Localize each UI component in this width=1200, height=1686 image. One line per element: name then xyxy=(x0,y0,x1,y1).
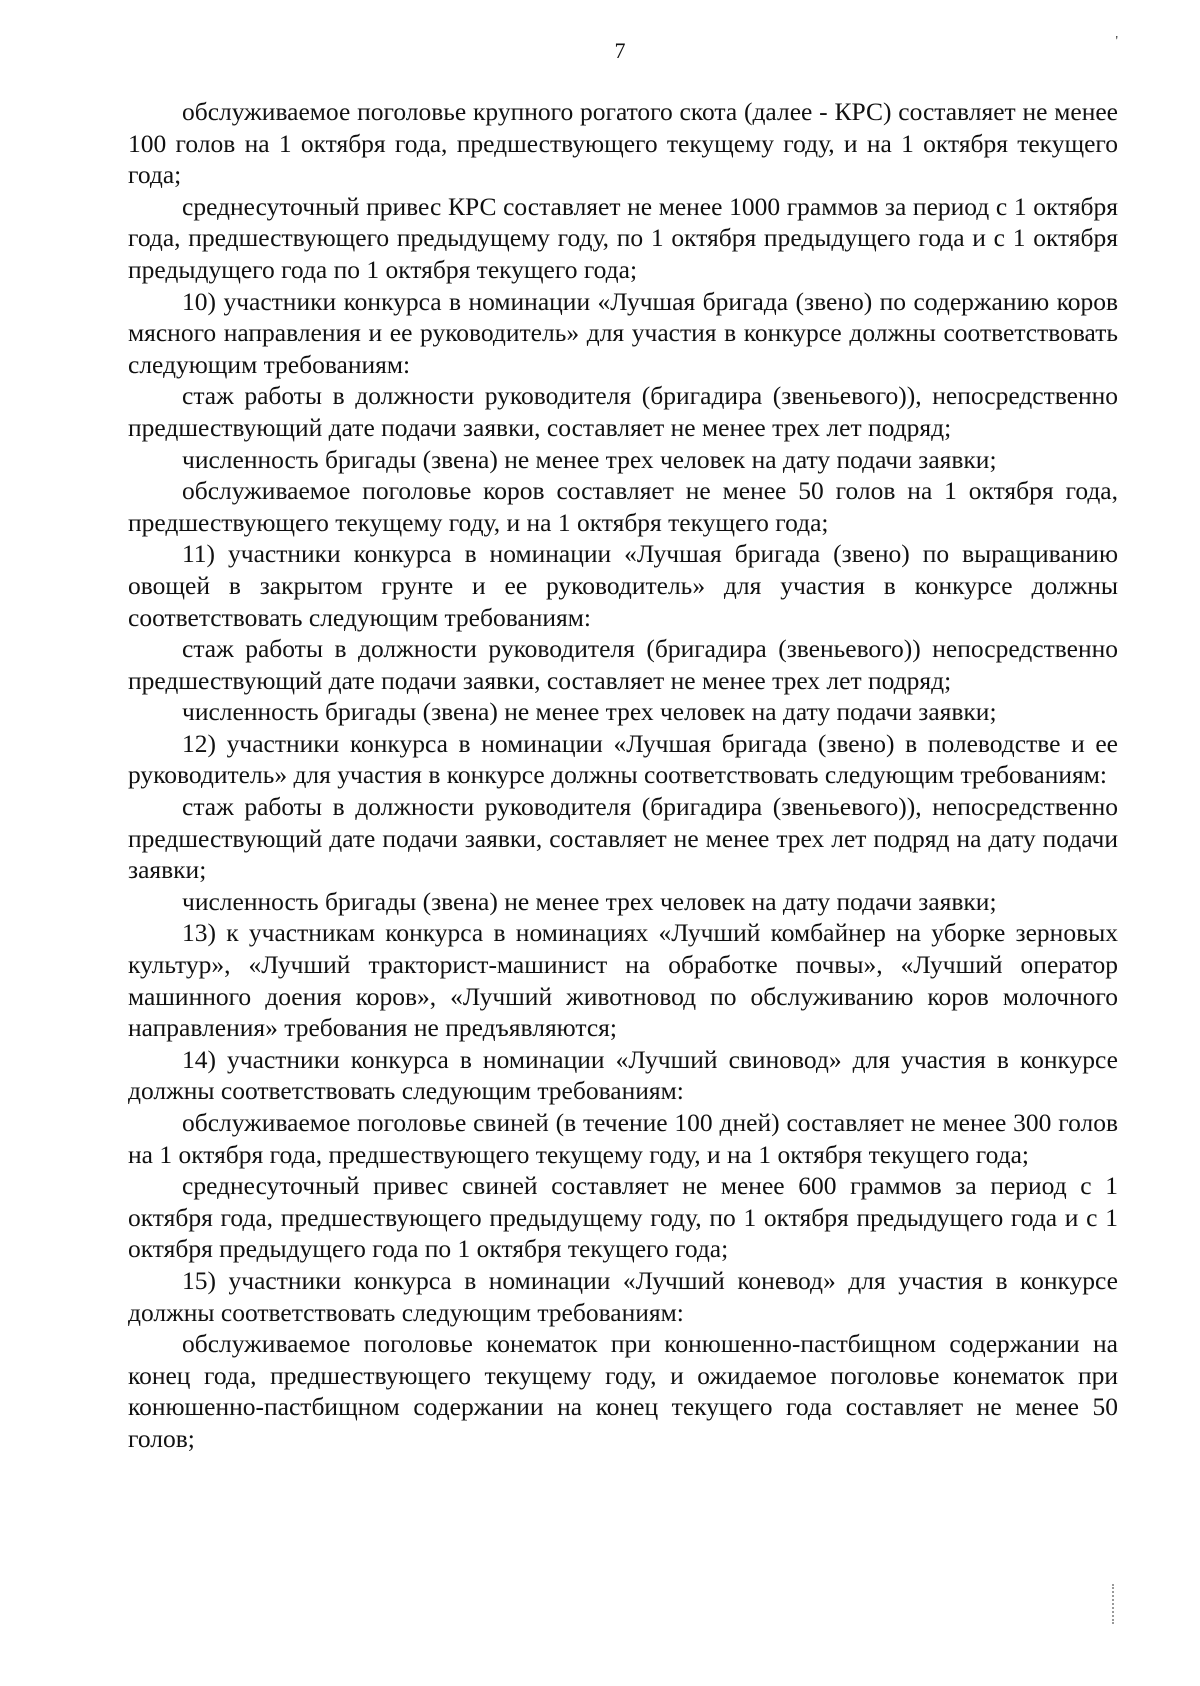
paragraph: обслуживаемое поголовье конематок при конюшенно-пастбищном содержании на конец года, предшествующего текущему году, и ожидаемое поголовье конематок при конюшенно-пастбищном содержании на конец текущего года составляет не менее 50 голов; xyxy=(128,1329,1118,1453)
margin-mark: ' xyxy=(1115,34,1118,49)
paragraph: численность бригады (звена) не менее трех человек на дату подачи заявки; xyxy=(182,886,997,916)
paragraph: стаж работы в должности руководителя (бригадира (звеньевого)), непосредственно предшествующий дате подачи заявки, составляет не менее трех лет подряд; xyxy=(128,381,1118,442)
document-body xyxy=(128,96,1118,1455)
paragraph: численность бригады (звена) не менее трех человек на дату подачи заявки; xyxy=(182,444,997,474)
paragraph: численность бригады (звена) не менее трех человек на дату подачи заявки; xyxy=(182,697,997,727)
paragraph: 14) участники конкурса в номинации «Лучший свиновод» для участия в конкурсе должны соответствовать следующим требованиям: xyxy=(128,1044,1118,1106)
paragraph: стаж работы в должности руководителя (бригадира (звеньевого)) непосредственно предшествующий дате подачи заявки, составляет не менее трех лет подряд; xyxy=(128,634,1118,695)
paragraph: обслуживаемое поголовье свиней (в течение 100 дней) составляет не менее 300 голов на 1 октября года, предшествующего текущему году, и на 1 октября текущего года; xyxy=(128,1108,1118,1169)
paragraph: 11) участники конкурса в номинации «Лучшая бригада (звено) по выращиванию овощей в закрытом грунте и ее руководитель» для участия в конкурсе должны соответствовать следующим требованиям: xyxy=(128,539,1118,632)
paragraph: обслуживаемое поголовье крупного рогатого скота (далее - КРС) составляет не менее 100 голов на 1 октября года, предшествующего текущему году, и на 1 октября текущего года; xyxy=(128,97,1118,190)
paragraph: 13) к участникам конкурса в номинациях «Лучший комбайнер на уборке зерновых культур», «Лучший тракторист-машинист на обработке почвы», «Лучший оператор машинного доения коров», «Лучший животновод по обслуживанию коров молочного направления» требования не предъявляются; xyxy=(128,918,1118,1043)
paragraph: среднесуточный привес свиней составляет не менее 600 граммов за период с 1 октября года, предшествующего предыдущему году, по 1 октября предыдущего года и с 1 октября предыдущего года по 1 октября текущего года; xyxy=(128,1171,1118,1264)
page-number: 7 xyxy=(614,38,626,63)
paragraph: 10) участники конкурса в номинации «Лучшая бригада (звено) по содержанию коров мясного направления и ее руководитель» для участия в конкурсе должны соответствовать следующим требованиям: xyxy=(128,286,1118,379)
scan-artifact xyxy=(1112,1584,1118,1624)
paragraph: 15) участники конкурса в номинации «Лучший коневод» для участия в конкурсе должны соответствовать следующим требованиям: xyxy=(128,1265,1118,1327)
paragraph: среднесуточный привес КРС составляет не менее 1000 граммов за период с 1 октября года, предшествующего предыдущему году, по 1 октября предыдущего года и с 1 октября предыдущего года по 1 октября текущего года; xyxy=(128,191,1118,284)
paragraph: стаж работы в должности руководителя (бригадира (звеньевого)), непосредственно предшествующий дате подачи заявки, составляет не менее трех лет подряд на дату подачи заявки; xyxy=(128,792,1118,885)
paragraph: 12) участники конкурса в номинации «Лучшая бригада (звено) в полеводстве и ее руководитель» для участия в конкурсе должны соответствовать следующим требованиям: xyxy=(128,728,1118,790)
paragraph: обслуживаемое поголовье коров составляет не менее 50 голов на 1 октября года, предшествующего текущему году, и на 1 октября текущего года; xyxy=(128,476,1118,537)
